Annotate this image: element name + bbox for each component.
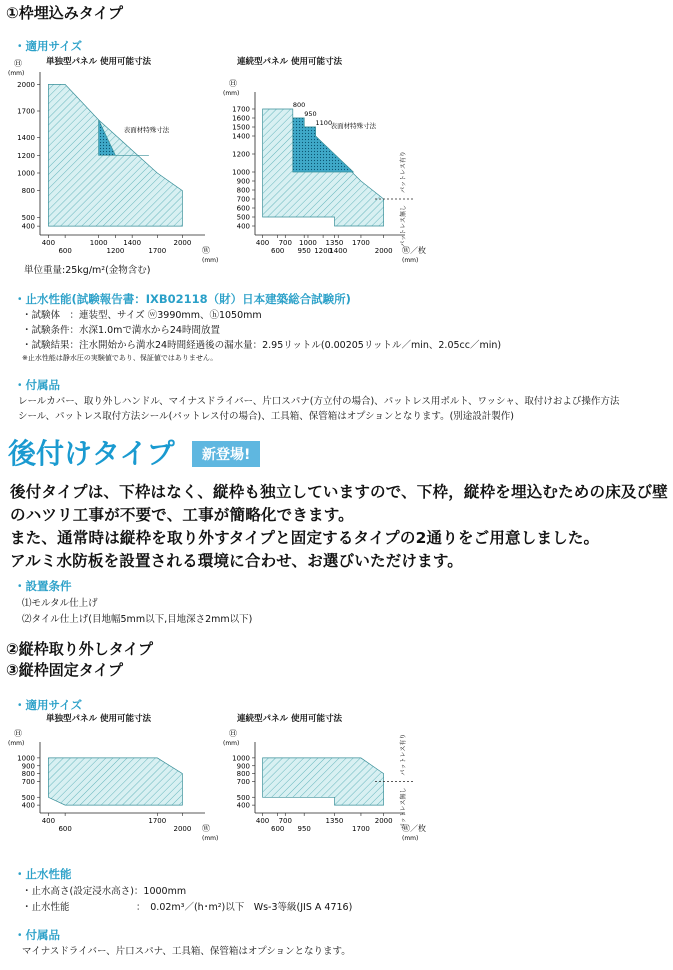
x-tick-label: 1700 [148,817,167,825]
y-tick-label: 2000 [17,80,35,89]
y-tick-label: 1400 [232,132,250,141]
waterproof-title-2: ・止水性能 [14,867,72,881]
section1-title: ①枠埋込みタイプ [6,4,123,22]
x-tick-label: 400 [41,817,56,825]
buttress-yes: パットレス有り [400,151,407,193]
y-tick-label: 400 [236,222,250,231]
y-tick-label: 900 [236,762,250,771]
x-tick-label: 2000 [374,247,393,255]
y-axis-unit: (mm) [223,740,240,747]
chart3-title: 単独型パネル 使用可能寸法 [46,714,151,724]
y-tick-label: 1000 [232,754,250,763]
buttress-no: パットレス無し [400,205,407,247]
install-1: ⑴モルタル仕上げ [22,598,98,609]
x-tick-label: 2000 [374,817,393,825]
accessories-title-1: ・付属品 [14,378,60,392]
y-tick-label: 600 [236,204,250,213]
x-tick-label: 1000 [299,239,317,247]
y-axis-unit: (mm) [223,90,240,97]
accessories-line-1: レールカバー、取り外しハンドル、マイナスドライバー、片口スパナ(方立付の場合)、パットレス用ボルト、ワッシャ、取付けおよび操作方法 [18,396,620,407]
y-tick-label: 400 [21,801,35,810]
y-tick-label: 1000 [232,168,250,177]
y-tick-label: 500 [21,793,35,802]
x-tick-label: 600 [58,247,72,255]
section23-applicable-size: ・適用サイズ [14,698,83,712]
accessories-line-2: シール、パットレス取付方法シール(パットレス付の場合)、工具箱、保管箱はオプションとなります。(別途設計製作) [18,411,515,422]
x-tick-label: 1700 [352,825,370,833]
y-tick-label: 800 [21,187,35,196]
y-tick-label: 400 [21,222,35,231]
x-tick-label: 1400 [329,247,348,255]
y-tick-label: 1200 [17,151,35,160]
y-tick-label: 1500 [232,123,250,132]
section3-title: ③縦枠固定タイプ [6,661,123,679]
section1-applicable-size: ・適用サイズ [14,39,83,53]
x-tick-label: 1000 [89,239,108,247]
chart2-title: 連続型パネル 使用可能寸法 [237,57,342,67]
test-condition: ・試験条件：水深1.0mで満水から24時間放置 [22,325,220,336]
accessories-line-3: マイナスドライバー、片口スパナ、工具箱、保管箱はオプションとなります。 [22,946,351,957]
series-0-area [263,758,384,805]
chart1-title: 単独型パネル 使用可能寸法 [46,57,151,67]
install-title: ・設置条件 [14,579,72,593]
x-tick-label: 600 [271,825,285,833]
retrofit-line2: のハツリ工事が不要で、工事が簡略化できます。 [10,506,354,524]
waterproof-title: ・止水性能(試験報告書：IXB02118（財）日本建築総合試験所) [14,292,351,306]
x-tick-label: 2000 [173,239,192,247]
y-tick-label: 1700 [232,105,250,114]
annotation-special: 表面材特殊寸法 [330,122,377,130]
y-tick-label: 1600 [232,114,250,123]
x-tick-label: 700 [278,817,292,825]
y-axis-unit: (mm) [8,740,25,747]
buttress-yes: パットレス有り [400,733,407,776]
install-2: ⑵タイル仕上げ(目地幅5mm以下,目地深さ2mm以下) [22,614,253,625]
x-tick-label: 2000 [173,825,192,833]
chart-continuous-1 [205,60,445,265]
y-tick-label: 1700 [17,107,35,116]
x-tick-label: 1400 [123,239,142,247]
x-tick-label: 400 [41,239,56,247]
y-tick-label: 800 [236,186,250,195]
x-tick-label: 1700 [148,247,167,255]
y-axis-label: Ⓗ [229,79,237,88]
y-tick-label: 700 [21,778,35,786]
x-axis-label: Ⓦ／枚 [402,824,426,833]
x-tick-label: 700 [278,239,292,247]
y-axis-label: Ⓗ [14,729,22,738]
unit-weight: 単位重量:25kg/m²(金物含む) [24,265,151,276]
y-tick-label: 500 [236,213,250,222]
x-tick-label: 950 [297,825,311,833]
x-tick-label: 1350 [325,239,344,247]
x-tick-label: 600 [58,825,72,833]
y-tick-label: 1000 [17,754,35,763]
width-marker: 950 [304,110,317,118]
retrofit-line1: 後付タイプは、下枠はなく、縦枠も独立していますので、下枠，縦枠を埋込むための床及び壁 [10,483,669,501]
x-tick-label: 600 [271,247,285,255]
y-axis-label: Ⓗ [229,729,237,738]
x-axis-unit: (mm) [402,835,419,842]
width-marker: 800 [292,101,306,109]
test-note: ※止水性能は静水圧の実験値であり、保証値ではありません。 [22,354,218,362]
test-result: ・試験結果：注水開始から満水24時間経過後の漏水量：2.95リットル(0.00205リットル／min、2.05cc／min) [22,340,502,351]
x-axis-unit: (mm) [402,257,419,264]
x-tick-label: 1200 [314,247,333,255]
x-axis-label: Ⓦ／枚 [402,246,426,255]
x-axis-label: Ⓦ [202,246,210,255]
accessories-title-2: ・付属品 [14,928,60,942]
y-tick-label: 700 [236,195,250,204]
new-badge: 新登場! [192,441,260,467]
retrofit-line4: アルミ水防板を設置される環境に合わせ、お選びいただけます。 [10,552,463,570]
x-tick-label: 1200 [106,247,125,255]
chart-single-2 [0,715,219,845]
y-axis-unit: (mm) [8,70,25,77]
x-axis-unit: (mm) [202,835,219,842]
x-axis-unit: (mm) [202,257,219,264]
x-tick-label: 1350 [325,817,344,825]
stop-performance: ・止水性能 ： 0.02m³／(h･m²)以下 Ws-3等級(JIS A 4716) [22,902,353,913]
chart4-title: 連続型パネル 使用可能寸法 [237,714,342,724]
x-tick-label: 1700 [352,239,370,247]
section2-title: ②縦枠取り外しタイプ [6,640,153,658]
y-tick-label: 800 [236,770,250,779]
retrofit-title: 後付けタイプ [8,437,175,470]
y-tick-label: 1200 [232,150,250,159]
y-tick-label: 1000 [17,169,35,178]
retrofit-line3: また、通常時は縦枠を取り外すタイプと固定するタイプの2通りをご用意しました。 [10,529,600,547]
buttress-no: パットレス無し [400,787,407,830]
x-tick-label: 950 [297,247,311,255]
width-marker: 1100 [315,119,333,127]
chart-single-1 [0,59,219,265]
x-tick-label: 400 [255,239,270,247]
y-tick-label: 800 [21,770,35,779]
y-tick-label: 900 [236,177,250,186]
stop-height: ・止水高さ(設定浸水高さ)：1000mm [22,886,187,897]
x-axis-label: Ⓦ [202,824,210,833]
annotation-special: 表面材特殊寸法 [123,126,170,134]
x-tick-label: 400 [255,817,270,825]
y-tick-label: 500 [21,213,35,222]
series-0-area [48,758,182,805]
y-tick-label: 700 [236,778,250,786]
y-tick-label: 400 [236,801,250,810]
test-body: ・試験体 ：連装型、サイズ ⓦ3990mm、ⓗ1050mm [22,310,262,321]
chart-continuous-2 [205,715,445,845]
y-axis-label: Ⓗ [14,59,22,68]
y-tick-label: 500 [236,793,250,802]
y-tick-label: 1400 [17,134,35,143]
y-tick-label: 900 [21,762,35,771]
